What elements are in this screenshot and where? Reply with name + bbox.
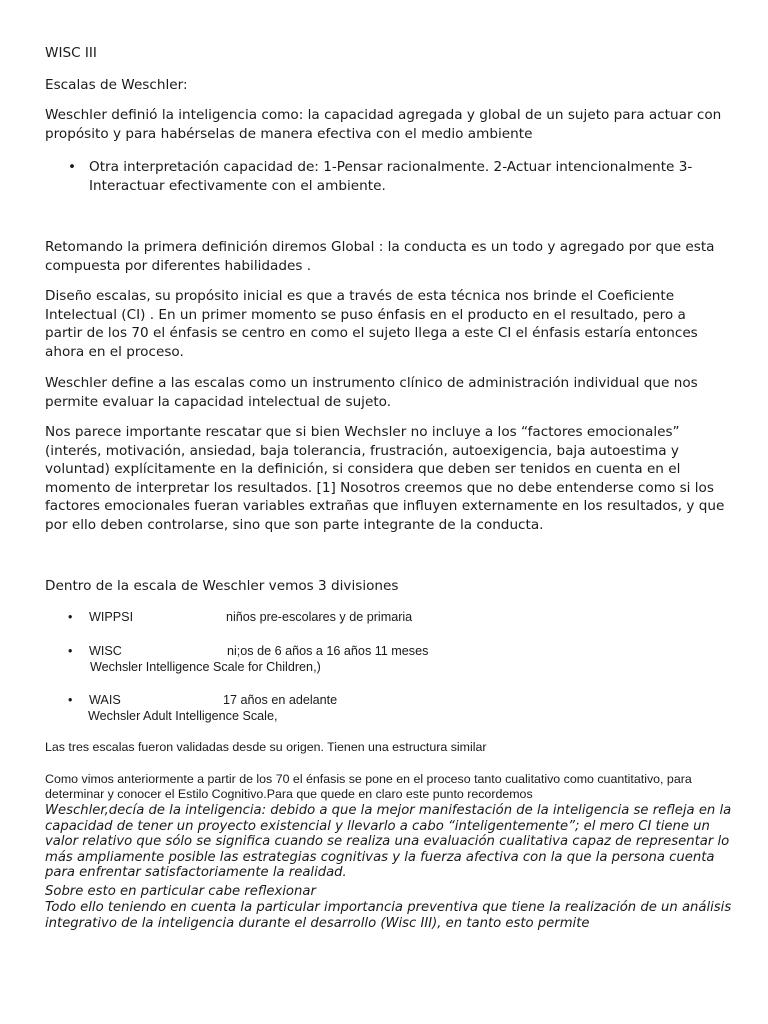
bullet-icon: • — [68, 644, 73, 658]
bullet-icon: • — [68, 610, 73, 624]
bullet-icon: • — [68, 693, 73, 707]
definition-paragraph: Weschler definió la inteligencia como: la capacidad agregada y global de un sujeto para actuar con propósito y para habérselas de manera efectiva con el medio ambiente — [45, 107, 722, 142]
division-name: WIPPSI — [89, 610, 134, 624]
bullet-icon: • — [68, 159, 77, 175]
division-description: 17 años en adelante — [223, 693, 338, 707]
interpretation-text: Otra interpretación capacidad de: 1-Pensar racionalmente. 2-Actuar intencionalmente 3-Interactuar efectivamente con el ambiente. — [89, 159, 693, 194]
italic-closing: Todo ello teniendo en cuenta la particular importancia preventiva que tiene la realización de un análisis integrativo de la inteligencia durante el desarrollo (Wisc III), en tanto esto permite — [45, 900, 732, 931]
italic-reflect: Sobre esto en particular cabe reflexionar — [45, 884, 316, 899]
design-paragraph: Diseño escalas, su propósito inicial es que a través de esta técnica nos brinde el Coeficiente Intelectual (CI) . En un primer momento se puso énfasis en el producto en el resultado, pero a partir de los 70 el énfasis se centro en como el sujeto llega a este CI el énfasis estaría entonces ahora en el proceso. — [45, 288, 698, 360]
instrument-paragraph: Weschler define a las escalas como un instrumento clínico de administración individual que nos permite evaluar la capacidad intelectual de sujeto. — [45, 375, 698, 410]
division-full-name: Wechsler Intelligence Scale for Children,) — [90, 660, 321, 674]
document-subheading: Escalas de Weschler: — [45, 77, 188, 93]
global-paragraph: Retomando la primera definición diremos Global : la conducta es un todo y agregado por que esta compuesta por diferentes habilidades . — [45, 239, 715, 274]
division-name: WAIS — [89, 693, 121, 707]
divisions-intro: Dentro de la escala de Weschler vemos 3 divisiones — [45, 578, 399, 594]
validated-paragraph: Las tres escalas fueron validadas desde su origen. Tienen una estructura similar — [45, 740, 487, 754]
interpretation-bullet — [68, 158, 728, 195]
division-name: WISC — [89, 644, 122, 658]
italic-quote: Weschler,decía de la inteligencia: debido a que la mejor manifestación de la inteligencia se refleja en la capacidad de tener un proyecto existencial y llevarlo a cabo “inteligentemente”; el mero CI tiene un valor relativo que sólo se significa cuando se realiza una evaluación cualitativa capaz de representar lo más ampliamente posible las estrategias cognitivas y la fuerza afectiva con la que la persona cuenta para enfrentar satisfactoriamente la realidad. — [45, 803, 732, 880]
document-heading: WISC III — [45, 45, 97, 61]
division-description: ni;os de 6 años a 16 años 11 meses — [227, 644, 429, 658]
division-description: niños pre-escolares y de primaria — [226, 610, 413, 624]
emotional-factors-paragraph: Nos parece importante rescatar que si bien Wechsler no incluye a los “factores emocionales” (interés, motivación, ansiedad, baja tolerancia, frustración, autoexigencia, baja autoestima y voluntad) explícitamente en la definición, si considera que deben ser tenidos en cuenta en el momento de interpretar los resultados. [1] Nosotros creemos que no debe entenderse como si los factores emocionales fueran variables extrañas que influyen externamente en los resultados, y que por ello deben controlarse, sino que son parte integrante de la conducta. — [45, 424, 725, 533]
division-full-name: Wechsler Adult Intelligence Scale, — [88, 709, 278, 723]
qualitative-paragraph: Como vimos anteriormente a partir de los 70 el énfasis se pone en el proceso tanto cualitativo como cuantitativo, para determinar y conocer el Estilo Cognitivo.Para que quede en claro este punto recordemos — [45, 772, 692, 802]
